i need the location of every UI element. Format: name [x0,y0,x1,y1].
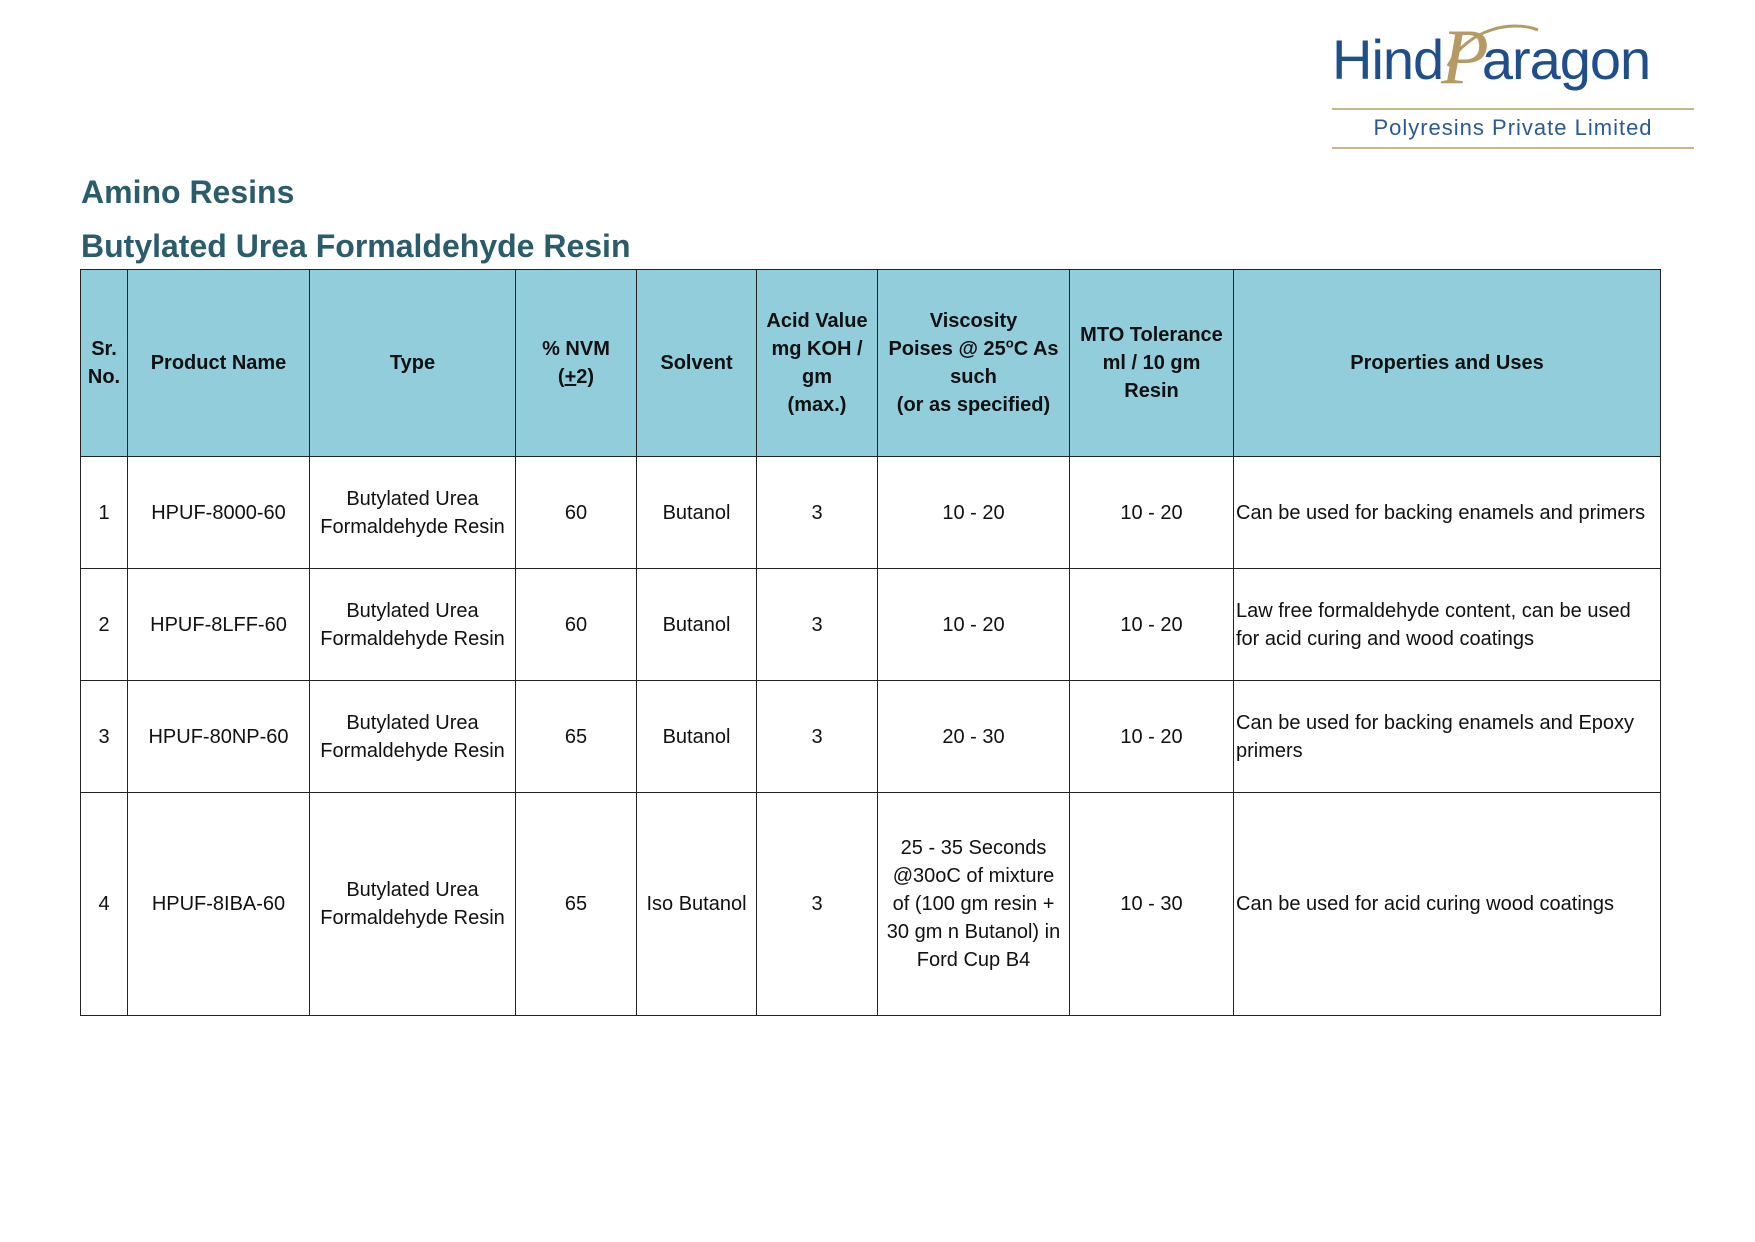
table-header-row [81,270,1661,457]
cell-solvent: Butanol [637,681,757,793]
cell-solvent: Butanol [637,569,757,681]
cell-acid-value: 3 [757,569,878,681]
cell-product-name: HPUF-8LFF-60 [128,569,310,681]
cell-viscosity: 10 - 20 [878,569,1070,681]
logo-brand-p: P [1441,13,1488,100]
cell-sr: 2 [81,569,128,681]
cell-mto-tolerance: 10 - 20 [1070,457,1234,569]
cell-type: Butylated Urea Formaldehyde Resin [310,457,516,569]
cell-viscosity: 20 - 30 [878,681,1070,793]
logo-brand-right: aragon [1481,28,1651,91]
cell-type: Butylated Urea Formaldehyde Resin [310,569,516,681]
cell-mto-tolerance: 10 - 30 [1070,793,1234,1016]
cell-type: Butylated Urea Formaldehyde Resin [310,681,516,793]
table-row [81,793,1661,1016]
cell-sr: 3 [81,681,128,793]
company-logo [1318,8,1700,148]
cell-nvm: 60 [516,457,637,569]
cell-nvm: 65 [516,681,637,793]
cell-sr: 1 [81,457,128,569]
cell-product-name: HPUF-8000-60 [128,457,310,569]
product-family-heading: Butylated Urea Formaldehyde Resin [81,228,631,264]
header-mto-tolerance: MTO Tolerance ml / 10 gm Resin [1070,270,1234,457]
cell-acid-value: 3 [757,793,878,1016]
cell-product-name: HPUF-8IBA-60 [128,793,310,1016]
cell-mto-tolerance: 10 - 20 [1070,569,1234,681]
table-row [81,569,1661,681]
cell-viscosity: 10 - 20 [878,457,1070,569]
logo-brand-name [1332,13,1651,100]
logo-tagline: Polyresins Private Limited [1373,115,1653,140]
header-type: Type [310,270,516,457]
logo-rule-bottom [1332,147,1694,149]
cell-type: Butylated Urea Formaldehyde Resin [310,793,516,1016]
logo-brand-left: Hind [1332,28,1444,91]
cell-product-name: HPUF-80NP-60 [128,681,310,793]
header-product-name: Product Name [128,270,310,457]
table-row [81,457,1661,569]
header-sr-no: Sr. No. [81,270,128,457]
header-nvm: % NVM (+2) [516,270,637,457]
header-acid-value: Acid Value mg KOH / gm (max.) [757,270,878,457]
cell-acid-value: 3 [757,457,878,569]
product-spec-table [80,269,1661,1016]
header-properties-uses: Properties and Uses [1234,270,1661,457]
logo-rule-top [1332,108,1694,110]
cell-nvm: 60 [516,569,637,681]
cell-properties-uses: Can be used for acid curing wood coatings [1234,793,1661,1016]
category-heading: Amino Resins [81,174,295,210]
header-solvent: Solvent [637,270,757,457]
table-row [81,681,1661,793]
cell-viscosity: 25 - 35 Seconds @30oC of mixture of (100 gm resin + 30 gm n Butanol) in Ford Cup B4 [878,793,1070,1016]
header-viscosity: Viscosity Poises @ 25$^o$C As such (or as specified) [878,270,1070,457]
cell-solvent: Iso Butanol [637,793,757,1016]
cell-acid-value: 3 [757,681,878,793]
cell-nvm: 65 [516,793,637,1016]
cell-sr: 4 [81,793,128,1016]
cell-mto-tolerance: 10 - 20 [1070,681,1234,793]
cell-properties-uses: Can be used for backing enamels and primers [1234,457,1661,569]
cell-properties-uses: Law free formaldehyde content, can be used for acid curing and wood coatings [1234,569,1661,681]
cell-solvent: Butanol [637,457,757,569]
cell-properties-uses: Can be used for backing enamels and Epoxy primers [1234,681,1661,793]
